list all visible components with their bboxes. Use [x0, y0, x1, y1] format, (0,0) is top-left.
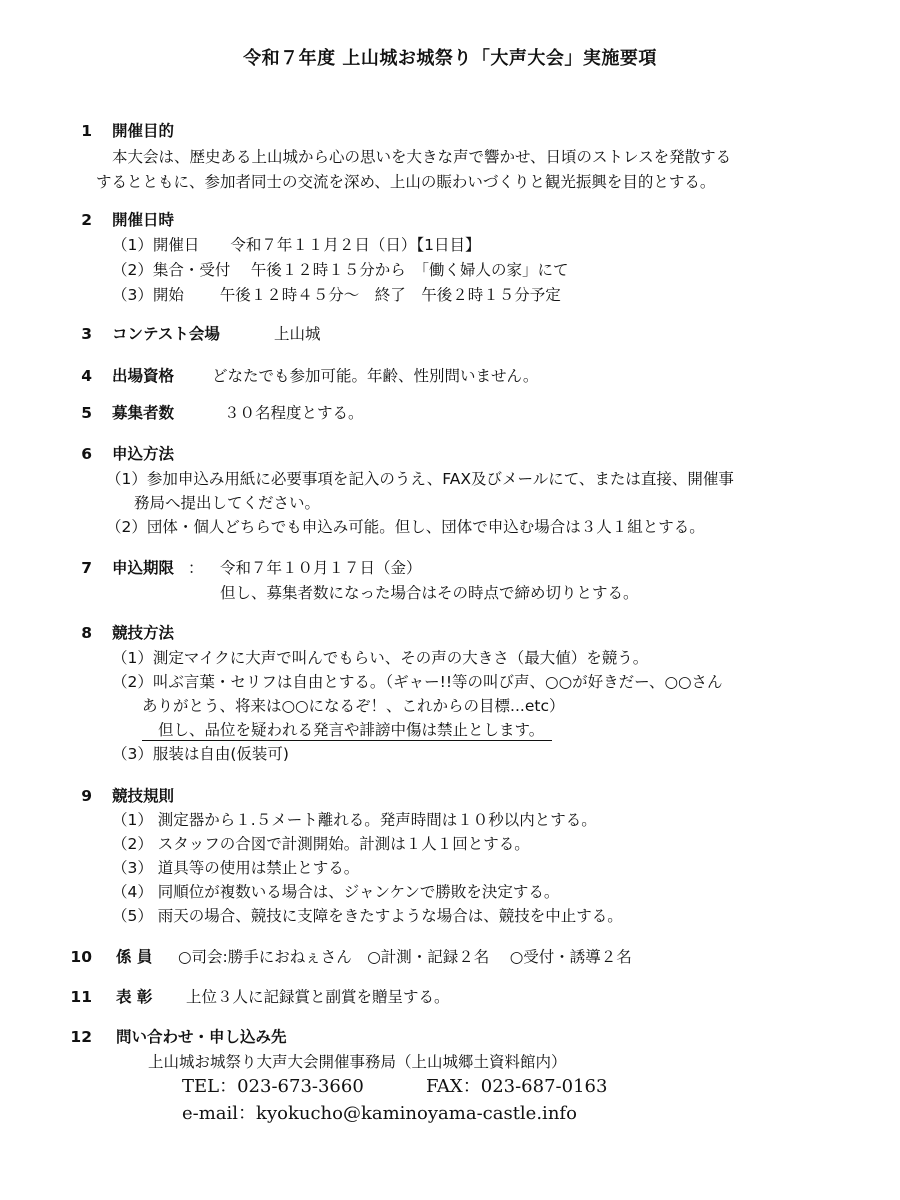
- section-5-number: 5: [81, 404, 92, 422]
- section-2-item3: （3）開始 午後１２時４５分～ 終了 午後２時１５分予定: [112, 286, 561, 304]
- section-7-value: 令和７年１０月１７日（金）: [220, 559, 422, 577]
- section-1-text-line1: 本大会は、歴史ある上山城から心の思いを大きな声で響かせ、日頃のストレスを発散する: [112, 148, 732, 166]
- section-4-number: 4: [81, 367, 92, 385]
- section-4-value: どなたでも参加可能。年齢、性別問いません。: [212, 367, 539, 385]
- section-9-item1: （1） 測定器から１.５メート離れる。発声時間は１０秒以内とする。: [112, 811, 597, 829]
- section-11-value: 上位３人に記録賞と副賞を贈呈する。: [186, 988, 450, 1006]
- section-7-number: 7: [81, 559, 92, 577]
- section-10-value: ○司会:勝手におねぇさん ○計測・記録２名 ○受付・誘導２名: [178, 948, 632, 966]
- section-9-item2: （2） スタッフの合図で計測開始。計測は１人１回とする。: [112, 835, 530, 853]
- contact-email: e-mail：kyokucho@kaminoyama-castle.info: [182, 1103, 577, 1124]
- section-5-heading: 募集者数: [112, 404, 175, 422]
- document-title: 令和７年度 上山城お城祭り「大声大会」実施要項: [243, 48, 657, 69]
- section-8-item2-line1: （2）叫ぶ言葉・セリフは自由とする。（ギャー!!等の叫び声、○○が好きだー、○○さん: [112, 673, 723, 691]
- section-7-heading: 申込期限: [112, 559, 175, 577]
- section-7-colon: ：: [188, 559, 204, 577]
- section-6-item1-line2: 務局へ提出してください。: [134, 494, 321, 512]
- section-8-heading: 競技方法: [112, 624, 175, 642]
- section-2-item1: （1）開催日 令和７年１１月２日（日）【1日目】: [112, 236, 481, 254]
- contact-tel: TEL：023-673-3660: [182, 1076, 364, 1097]
- section-9-item5: （5） 雨天の場合、競技に支障をきたすような場合は、競技を中止する。: [112, 907, 623, 925]
- section-3-heading: コンテスト会場: [112, 325, 220, 343]
- prohibition-note: 但し、品位を疑われる発言や誹謗中傷は禁止とします。: [142, 721, 552, 741]
- section-2-item2: （2）集合・受付 午後１２時１５分から 「働く婦人の家」にて: [112, 261, 569, 279]
- section-2-number: 2: [81, 211, 92, 229]
- section-2-heading: 開催日時: [112, 211, 175, 229]
- section-10-heading: 係 員: [116, 948, 153, 966]
- section-1-number: 1: [81, 122, 92, 140]
- section-12-number: 12: [70, 1028, 92, 1046]
- contact-office: 上山城お城祭り大声大会開催事務局（上山城郷土資料館内）: [148, 1053, 567, 1071]
- section-6-heading: 申込方法: [112, 445, 175, 463]
- section-12-heading: 問い合わせ・申し込み先: [116, 1028, 287, 1046]
- section-5-value: ３０名程度とする。: [224, 404, 364, 422]
- section-7-note: 但し、募集者数になった場合はその時点で締め切りとする。: [220, 584, 639, 602]
- section-9-item3: （3） 道具等の使用は禁止とする。: [112, 859, 360, 877]
- section-6-item2: （2）団体・個人どちらでも申込み可能。但し、団体で申込む場合は３人１組とする。: [106, 518, 705, 536]
- section-8-item2-line2: ありがとう、将来は○○になるぞ！、これからの目標...etc）: [142, 697, 565, 715]
- section-6-item1-line1: （1）参加申込み用紙に必要事項を記入のうえ、FAX及びメールにて、または直接、開催事: [106, 470, 734, 488]
- section-4-heading: 出場資格: [112, 367, 175, 385]
- section-3-value: 上山城: [274, 325, 321, 343]
- section-9-number: 9: [81, 787, 92, 805]
- section-1-text-line2: するとともに、参加者同士の交流を深め、上山の賑わいづくりと観光振興を目的とする。: [96, 173, 716, 191]
- section-8-item2-line3: [142, 720, 552, 740]
- contact-fax: FAX：023-687-0163: [426, 1076, 608, 1097]
- section-8-number: 8: [81, 624, 92, 642]
- section-11-number: 11: [70, 988, 92, 1006]
- section-3-number: 3: [81, 325, 92, 343]
- section-11-heading: 表 彰: [116, 988, 153, 1006]
- section-9-item4: （4） 同順位が複数いる場合は、ジャンケンで勝敗を決定する。: [112, 883, 560, 901]
- section-8-item3: （3）服装は自由(仮装可): [112, 745, 289, 763]
- section-10-number: 10: [70, 948, 92, 966]
- section-9-heading: 競技規則: [112, 787, 175, 805]
- section-8-item1: （1）測定マイクに大声で叫んでもらい、その声の大きさ（最大値）を競う。: [112, 649, 649, 667]
- section-6-number: 6: [81, 445, 92, 463]
- section-1-heading: 開催目的: [112, 122, 175, 140]
